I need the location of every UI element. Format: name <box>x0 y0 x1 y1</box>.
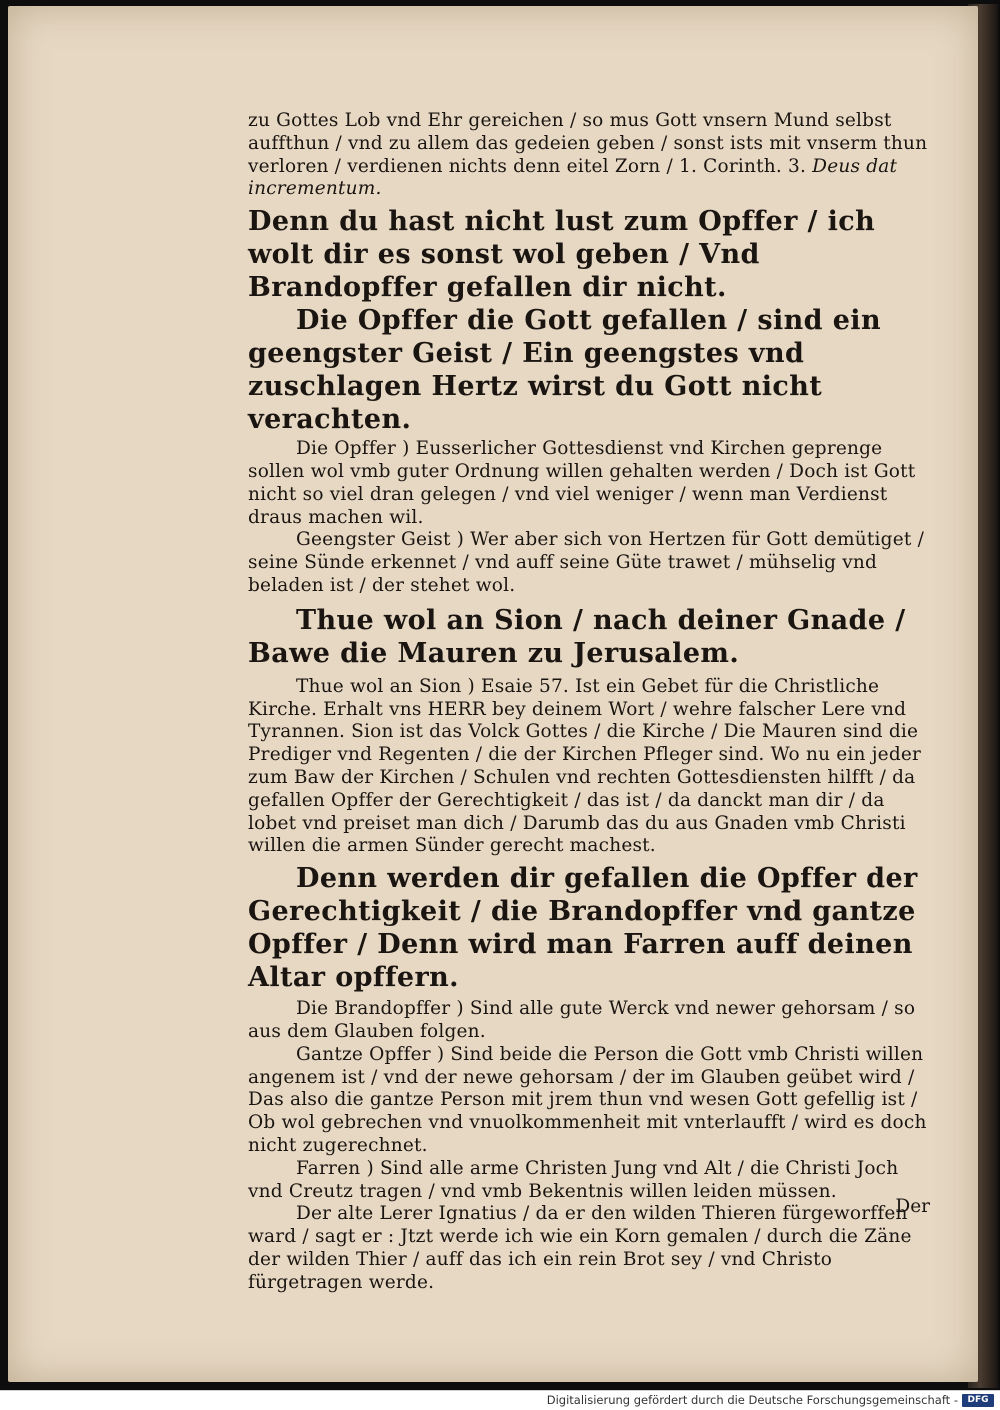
footer-credit: Digitalisierung gefördert durch die Deutsche Forschungsgemeinschaft - <box>546 1393 958 1407</box>
gloss-2: Geengster Geist ) Wer aber sich von Hertzen für Gott demütiget / seine Sünde erkennet / vnd auff seine Güte trawet / mühselig vnd beladen ist / der stehet wol. <box>248 529 924 596</box>
gloss-4: Die Brandopffer ) Sind alle gute Werck vnd newer gehorsam / so aus dem Glauben folgen. <box>248 998 916 1042</box>
dfg-logo-icon[interactable]: DFG <box>962 1394 994 1407</box>
verse-2: Die Opffer die Gott gefallen / sind ein geengster Geist / Ein geengstes vnd zuschlagen Hertz wirst du Gott nicht verachten. <box>248 305 881 436</box>
intro-paragraph <box>248 110 928 201</box>
gloss-7: Der alte Lerer Ignatius / da er den wilden Thieren fürgeworffen ward / sagt er : Jtzt werde ich wie ein Korn gemalen / durch die Zäne der wilden Thier / auff das ich ein rein Brot sey / vnd Christo fürgetragen werde. <box>248 1203 912 1293</box>
verse-3: Thue wol an Sion / nach deiner Gnade / Bawe die Mauren zu Jerusalem. <box>248 604 906 669</box>
catchword: Der <box>895 1196 930 1217</box>
verse-4: Denn werden dir gefallen die Opffer der Gerechtigkeit / die Brandopffer vnd gantze Opffer / Denn wird man Farren auff deinen Altar opffern. <box>248 863 918 994</box>
intro-line: zu Gottes Lob vnd Ehr gereichen / so mus Gott vnsern Mund selbst auffthun / vnd zu allem das gedeien geben / sonst ists mit vnserm thun verloren / verdienen nichts denn eitel Zorn / 1. Corinth. 3. <box>248 110 928 177</box>
verse-1: Denn du hast nicht lust zum Opffer / ich wolt dir es sonst wol geben / Vnd Brandopffer gefallen dir nicht. <box>248 206 876 304</box>
gloss-5: Gantze Opffer ) Sind beide die Person die Gott vmb Christi willen angenem ist / vnd der newe gehorsam / der im Glauben geübet wird / Das also die gantze Person mit jrem thun vnd wesen Gott gefellig ist / Ob wol gebrechen vnd vnuolkommenheit mit vnterlaufft / wird es doch nicht zugerechnet. <box>248 1043 927 1156</box>
page-text-block <box>248 110 928 1295</box>
gloss-3: Thue wol an Sion ) Esaie 57. Ist ein Gebet für die Christliche Kirche. Erhalt vns HERR bey deinem Wort / wehre falscher Lere vnd Tyrannen. Sion ist das Volck Gottes / die Kirche / Die Mauren sind die Prediger vnd Regenten / die der Kirchen Pfleger sind. Wo nu ein jeder zum Baw der Kirchen / Schulen vnd rechten Gottesdiensten hilfft / da gefallen Opffer der Gerechtigkeit / das ist / da danckt man dir / da lobet vnd preiset man dich / Darumb das du aus Gnaden vmb Christi willen die armen Sünder gerecht machest. <box>248 675 922 857</box>
intro-latin: Deus dat incrementum. <box>248 155 898 200</box>
footer-bar <box>0 1390 1000 1410</box>
gloss-1: Die Opffer ) Eusserlicher Gottesdienst vnd Kirchen geprenge sollen wol vmb guter Ordnung willen gehalten werden / Doch ist Gott nicht so viel dran gelegen / vnd viel weniger / wenn man Verdienst draus machen wil. <box>248 438 916 528</box>
gloss-6: Farren ) Sind alle arme Christen Jung vnd Alt / die Christi Joch vnd Creutz tragen / vnd vmb Bekentnis willen leiden müssen. <box>248 1157 899 1202</box>
